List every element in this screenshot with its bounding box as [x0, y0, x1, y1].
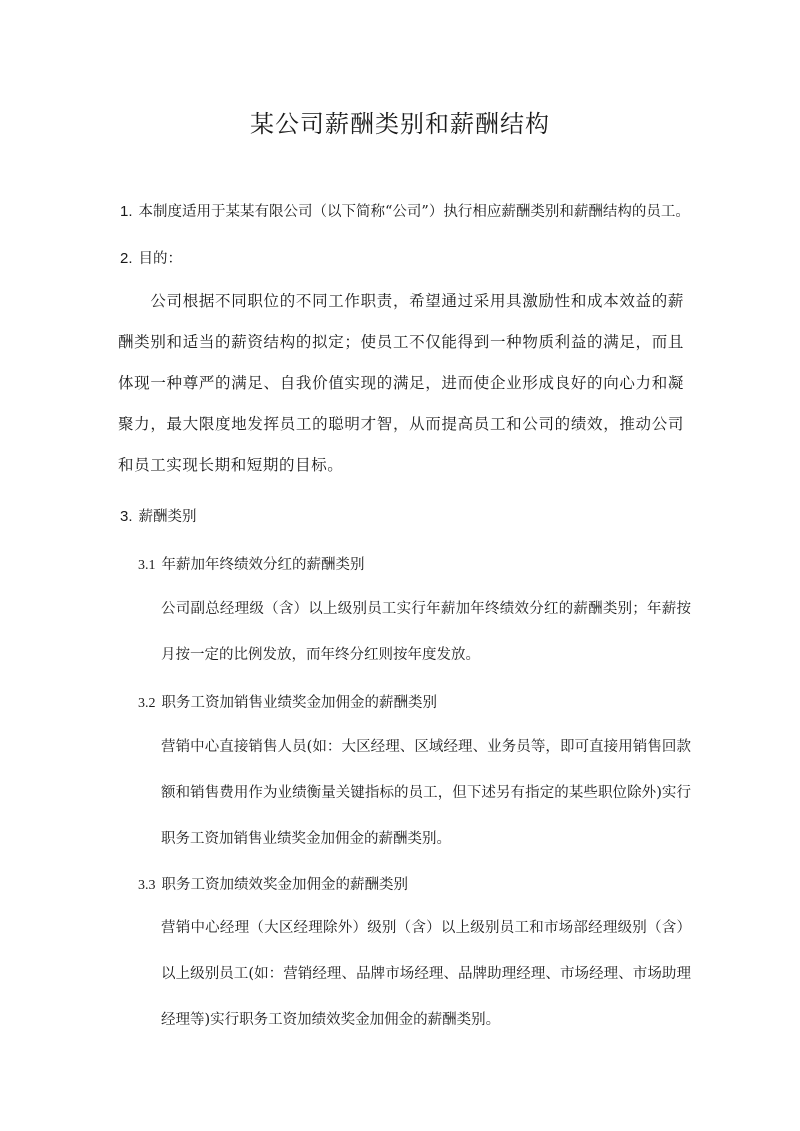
subsection-3-3-heading-text: 职务工资加绩效奖金加佣金的薪酬类别 [161, 877, 408, 893]
subsection-3-3-number: 3.3 [138, 878, 156, 893]
section-2-number: 2. [120, 250, 133, 267]
section-3-heading [120, 505, 197, 526]
subsection-3-3-heading [138, 873, 408, 894]
subsection-3-1-heading [138, 553, 365, 574]
subsection-3-2-number: 3.2 [138, 696, 156, 711]
section-1 [120, 200, 690, 221]
subsection-3-1-number: 3.1 [138, 558, 156, 573]
section-2-paragraph: 公司根据不同职位的不同工作职责，希望通过采用具激励性和成本效益的薪酬类别和适当的薪资结构的拟定；使员工不仅能得到一种物质利益的满足，而且体现一种尊严的满足、自我价值实现的满足，进而使企业形成良好的向心力和凝聚力，最大限度地发挥员工的聪明才智，从而提高员工和公司的绩效，推动公司和员工实现长期和短期的目标。 [118, 292, 684, 474]
section-3-number: 3. [120, 508, 133, 525]
subsection-3-2-heading [138, 691, 437, 712]
section-1-text: 本制度适用于某某有限公司（以下简称“公司”）执行相应薪酬类别和薪酬结构的员工。 [138, 204, 690, 220]
subsection-3-2-body: 营销中心直接销售人员(如：大区经理、区域经理、业务员等，即可直接用销售回款额和销售费用作为业绩衡量关键指标的员工，但下述另有指定的某些职位除外)实行职务工资加销售业绩奖金加佣金的薪酬类别。 [161, 739, 691, 847]
section-1-number: 1. [120, 203, 133, 220]
subsection-3-1-body: 公司副总经理级（含）以上级别员工实行年薪加年终绩效分红的薪酬类别；年薪按月按一定的比例发放，而年终分红则按年度发放。 [161, 601, 691, 663]
subsection-3-2-heading-text: 职务工资加销售业绩奖金加佣金的薪酬类别 [161, 695, 437, 711]
subsection-3-1-heading-text: 年薪加年终绩效分红的薪酬类别 [161, 557, 365, 573]
section-2-heading [120, 247, 182, 268]
document-title: 某公司薪酬类别和薪酬结构 [250, 110, 550, 138]
section-2-heading-text: 目的： [138, 251, 183, 267]
section-3-heading-text: 薪酬类别 [138, 509, 197, 525]
subsection-3-3-body: 营销中心经理（大区经理除外）级别（含）以上级别员工和市场部经理级别（含）以上级别员工(如：营销经理、品牌市场经理、品牌助理经理、市场经理、市场助理经理等)实行职务工资加绩效奖金加佣金的薪酬类别。 [161, 920, 691, 1028]
